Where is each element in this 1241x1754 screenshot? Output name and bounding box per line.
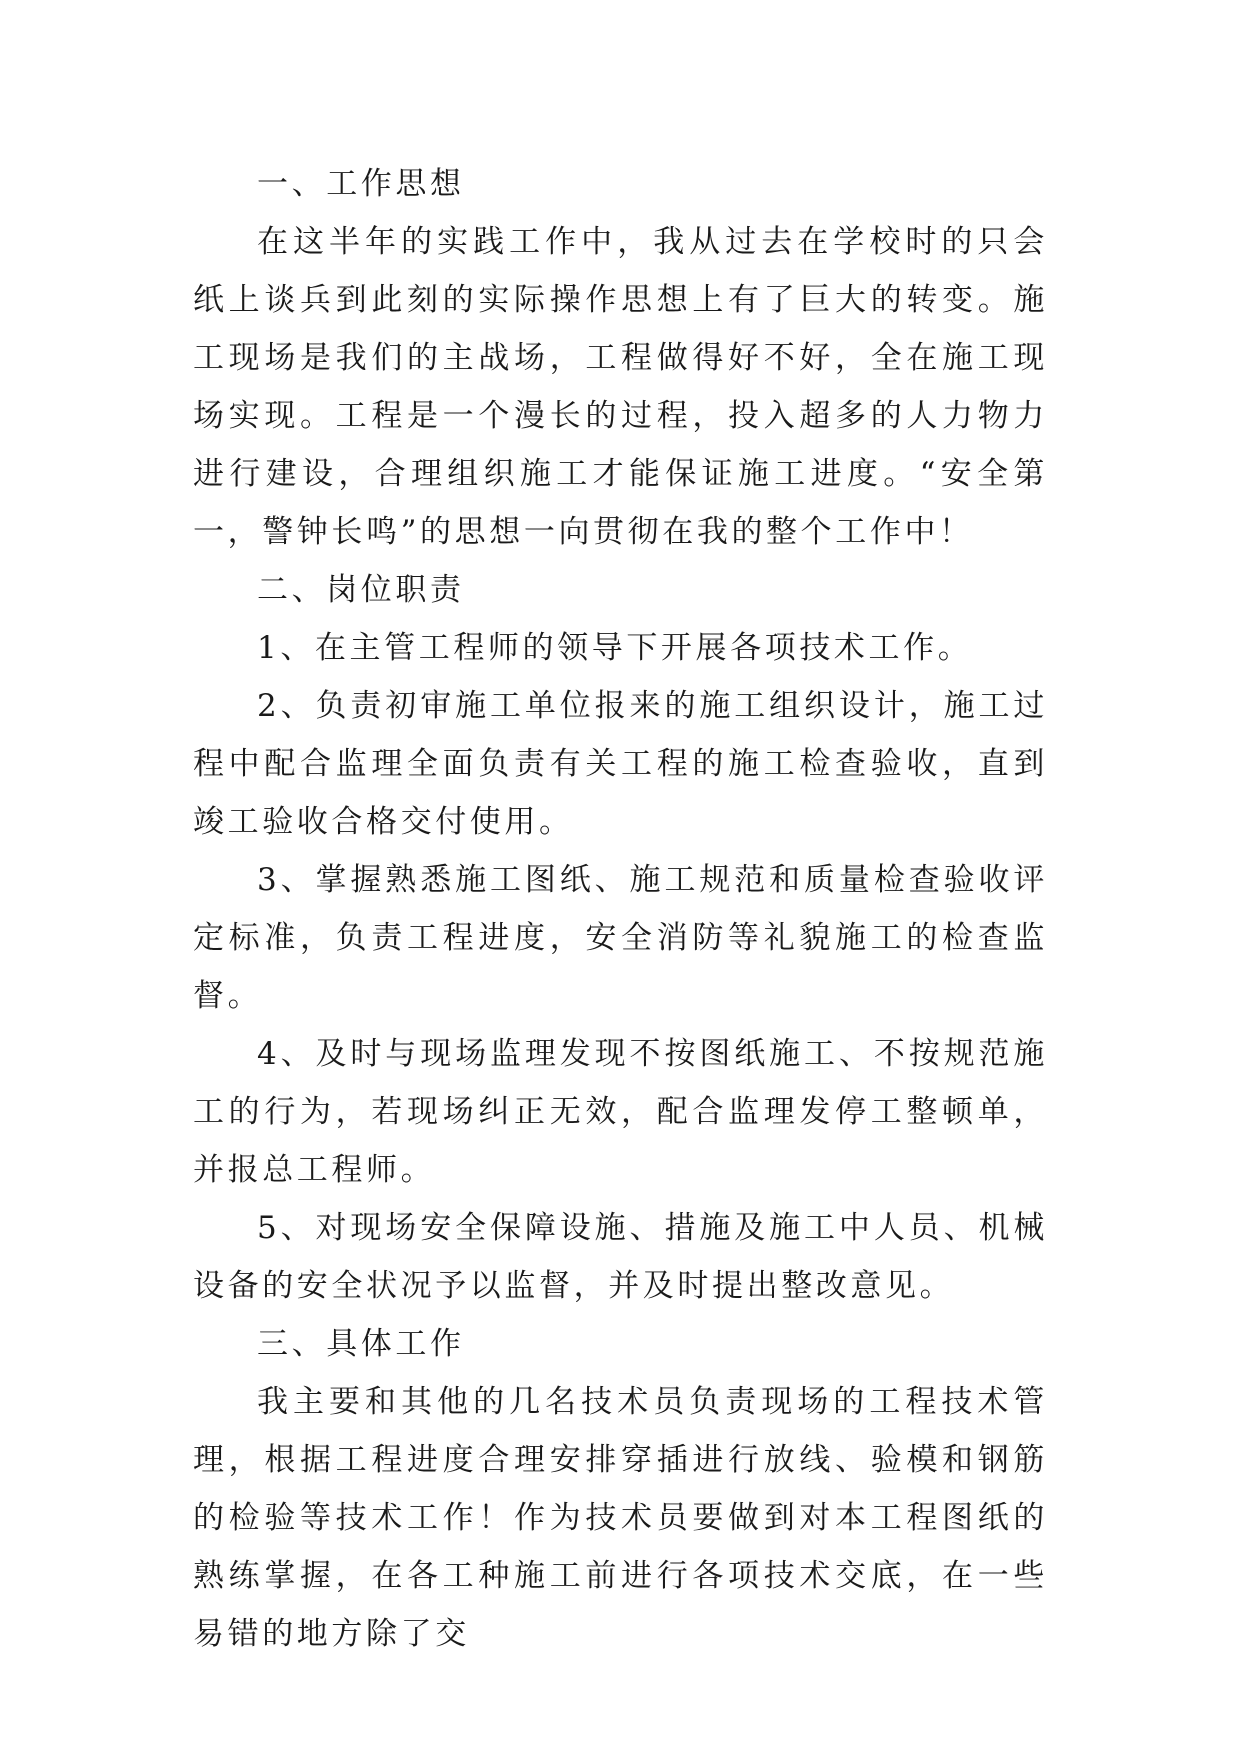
document-body — [193, 155, 1048, 1663]
section-heading-work-thought: 一、工作思想 — [257, 166, 465, 202]
paragraph-duty-4: 4、及时与现场监理发现不按图纸施工、不按规范施工的行为，若现场纠正无效，配合监理发停工整顿单，并报总工程师。 — [193, 1036, 1048, 1188]
paragraph-specific-work: 我主要和其他的几名技术员负责现场的工程技术管理，根据工程进度合理安排穿插进行放线、验模和钢筋的检验等技术工作！作为技术员要做到对本工程图纸的熟练掌握，在各工种施工前进行各项技术交底，在一些易错的地方除了交 — [193, 1384, 1048, 1652]
paragraph-duty-2: 2、负责初审施工单位报来的施工组织设计，施工过程中配合监理全面负责有关工程的施工检查验收，直到竣工验收合格交付使用。 — [193, 688, 1048, 840]
paragraph-duty-1: 1、在主管工程师的领导下开展各项技术工作。 — [257, 630, 973, 666]
paragraph-duty-3: 3、掌握熟悉施工图纸、施工规范和质量检查验收评定标准，负责工程进度，安全消防等礼貌施工的检查监督。 — [193, 862, 1048, 1014]
paragraph-duty-5: 5、对现场安全保障设施、措施及施工中人员、机械设备的安全状况予以监督，并及时提出整改意见。 — [193, 1210, 1048, 1304]
section-heading-specific-work: 三、具体工作 — [257, 1326, 465, 1362]
section-heading-duties: 二、岗位职责 — [257, 572, 465, 608]
paragraph-work-thought: 在这半年的实践工作中，我从过去在学校时的只会纸上谈兵到此刻的实际操作思想上有了巨大的转变。施工现场是我们的主战场，工程做得好不好，全在施工现场实现。工程是一个漫长的过程，投入超多的人力物力进行建设，合理组织施工才能保证施工进度。“安全第一，警钟长鸣”的思想一向贯彻在我的整个工作中！ — [193, 224, 1048, 550]
